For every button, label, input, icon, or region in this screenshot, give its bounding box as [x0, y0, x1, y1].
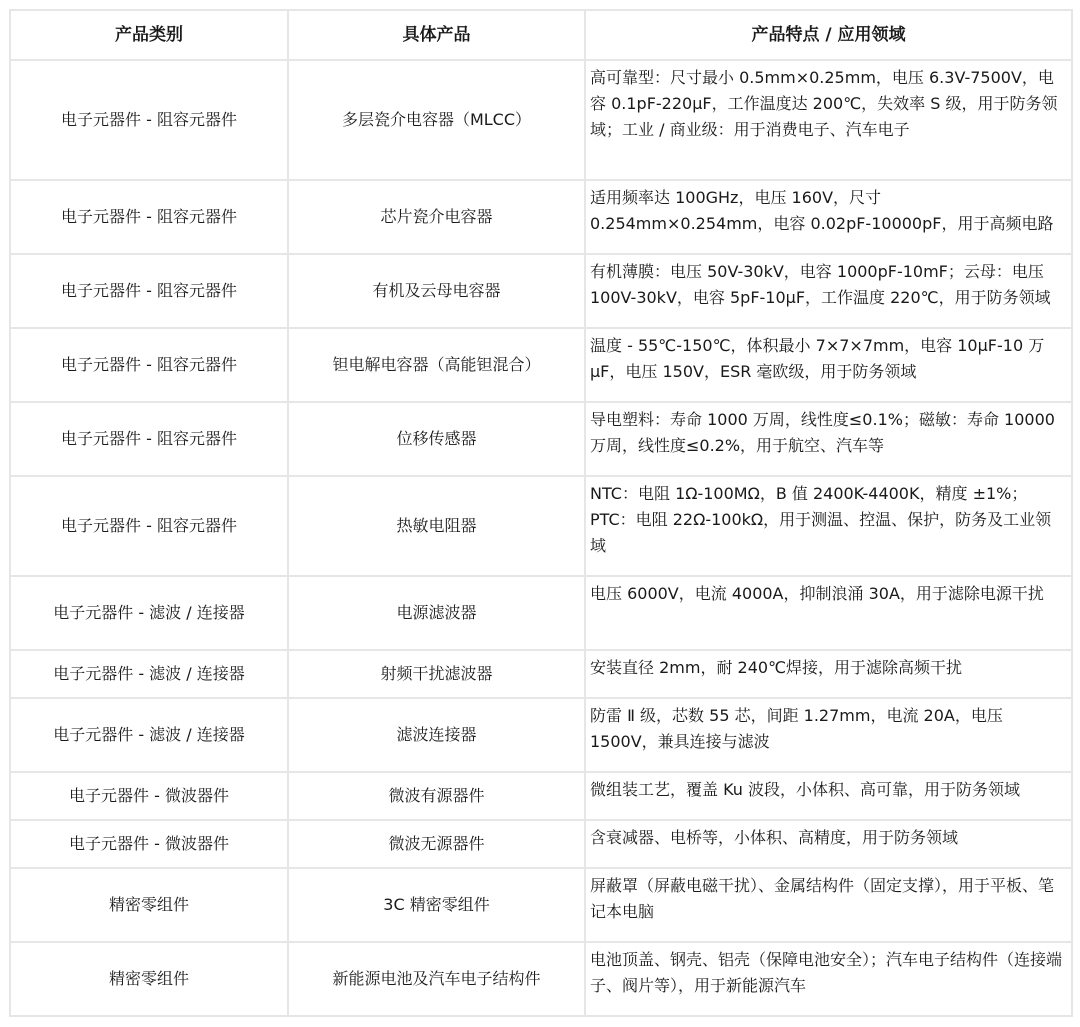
category-cell: 电子元器件 - 滤波 / 连接器: [10, 576, 288, 650]
table-row: [10, 328, 1072, 402]
table-row: [10, 820, 1072, 868]
product-cell: 新能源电池及汽车电子结构件: [288, 942, 585, 1016]
product-cell: 有机及云母电容器: [288, 254, 585, 328]
product-cell: 3C 精密零组件: [288, 868, 585, 942]
table-row: [10, 868, 1072, 942]
product-cell: 电源滤波器: [288, 576, 585, 650]
table-row: [10, 60, 1072, 180]
table-row: [10, 576, 1072, 650]
category-cell: 电子元器件 - 滤波 / 连接器: [10, 698, 288, 772]
table-row: [10, 650, 1072, 698]
header-product: 具体产品: [288, 10, 585, 60]
product-table-container: [9, 9, 1071, 1017]
features-cell: 防雷 Ⅱ 级，芯数 55 芯，间距 1.27mm，电流 20A，电压 1500V，兼具连接与滤波: [585, 698, 1072, 772]
features-cell: 屏蔽罩（屏蔽电磁干扰）、金属结构件（固定支撑），用于平板、笔记本电脑: [585, 868, 1072, 942]
category-cell: 电子元器件 - 阻容元器件: [10, 180, 288, 254]
features-cell: NTC：电阻 1Ω-100MΩ，B 值 2400K-4400K，精度 ±1%；PTC：电阻 22Ω-100kΩ，用于测温、控温、保护，防务及工业领域: [585, 476, 1072, 576]
features-cell: 温度 - 55℃-150℃，体积最小 7×7×7mm，电容 10μF-10 万 μF，电压 150V，ESR 毫欧级，用于防务领域: [585, 328, 1072, 402]
category-cell: 精密零组件: [10, 868, 288, 942]
product-cell: 微波无源器件: [288, 820, 585, 868]
table-row: [10, 402, 1072, 476]
header-features: 产品特点 / 应用领域: [585, 10, 1072, 60]
table-row: [10, 698, 1072, 772]
features-cell: 电池顶盖、钢壳、铝壳（保障电池安全）；汽车电子结构件（连接端子、阀片等），用于新能源汽车: [585, 942, 1072, 1016]
table-row: [10, 942, 1072, 1016]
category-cell: 电子元器件 - 阻容元器件: [10, 402, 288, 476]
product-cell: 热敏电阻器: [288, 476, 585, 576]
table-row: [10, 180, 1072, 254]
header-row: [10, 10, 1072, 60]
table-row: [10, 772, 1072, 820]
product-cell: 芯片瓷介电容器: [288, 180, 585, 254]
category-cell: 电子元器件 - 微波器件: [10, 772, 288, 820]
product-cell: 钽电解电容器（高能钽混合）: [288, 328, 585, 402]
features-cell: 电压 6000V，电流 4000A，抑制浪涌 30A，用于滤除电源干扰: [585, 576, 1072, 650]
category-cell: 电子元器件 - 阻容元器件: [10, 328, 288, 402]
category-cell: 电子元器件 - 微波器件: [10, 820, 288, 868]
category-cell: 精密零组件: [10, 942, 288, 1016]
product-cell: 射频干扰滤波器: [288, 650, 585, 698]
features-cell: 适用频率达 100GHz，电压 160V，尺寸 0.254mm×0.254mm，电容 0.02pF-10000pF，用于高频电路: [585, 180, 1072, 254]
product-table: [9, 9, 1073, 1017]
features-cell: 高可靠型：尺寸最小 0.5mm×0.25mm，电压 6.3V-7500V，电容 0.1pF-220μF，工作温度达 200℃，失效率 S 级，用于防务领域；工业 / 商业级：用于消费电子、汽车电子: [585, 60, 1072, 180]
features-cell: 含衰减器、电桥等，小体积、高精度，用于防务领域: [585, 820, 1072, 868]
category-cell: 电子元器件 - 阻容元器件: [10, 60, 288, 180]
category-cell: 电子元器件 - 阻容元器件: [10, 476, 288, 576]
table-row: [10, 254, 1072, 328]
product-cell: 滤波连接器: [288, 698, 585, 772]
product-cell: 位移传感器: [288, 402, 585, 476]
table-row: [10, 476, 1072, 576]
product-cell: 微波有源器件: [288, 772, 585, 820]
features-cell: 有机薄膜：电压 50V-30kV，电容 1000pF-10mF；云母：电压 100V-30kV，电容 5pF-10μF，工作温度 220℃，用于防务领域: [585, 254, 1072, 328]
features-cell: 导电塑料：寿命 1000 万周，线性度≤0.1%；磁敏：寿命 10000 万周，线性度≤0.2%，用于航空、汽车等: [585, 402, 1072, 476]
category-cell: 电子元器件 - 阻容元器件: [10, 254, 288, 328]
product-cell: 多层瓷介电容器（MLCC）: [288, 60, 585, 180]
header-category: 产品类别: [10, 10, 288, 60]
category-cell: 电子元器件 - 滤波 / 连接器: [10, 650, 288, 698]
features-cell: 安装直径 2mm，耐 240℃焊接，用于滤除高频干扰: [585, 650, 1072, 698]
features-cell: 微组装工艺，覆盖 Ku 波段，小体积、高可靠，用于防务领域: [585, 772, 1072, 820]
